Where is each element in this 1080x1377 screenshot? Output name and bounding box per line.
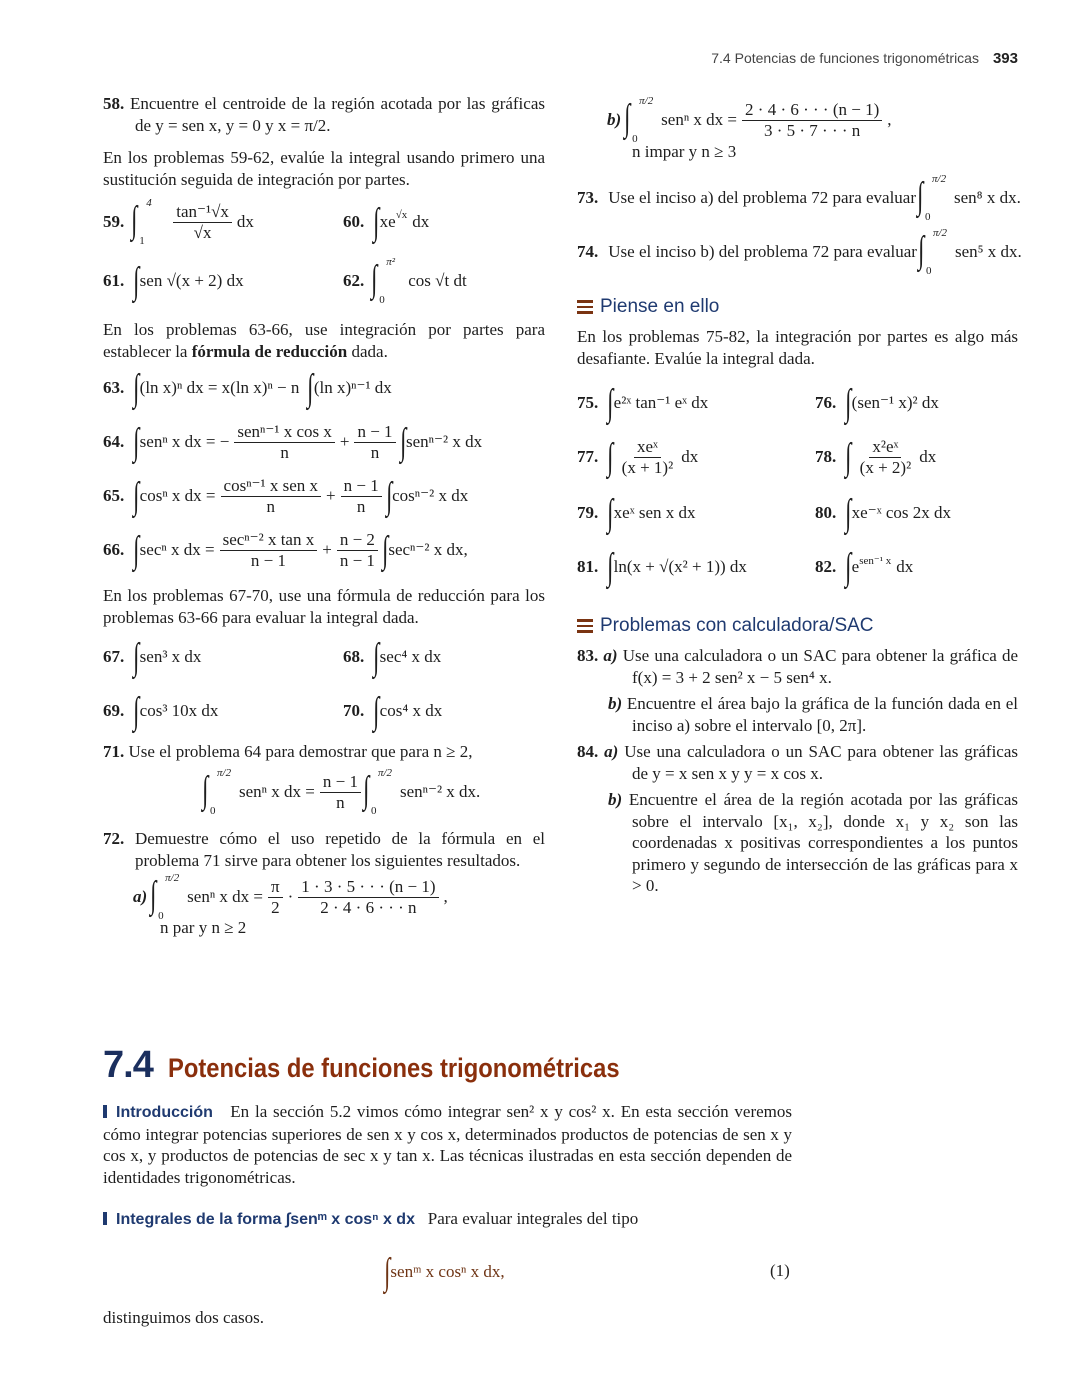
problem-65: 65. ∫ cosⁿ x dx = $\frac{\text{cosⁿ⁻¹ x sen x}}{n}$ + $\frac{n - 1}{n}$ ∫ cosⁿ⁻² x dx (103, 475, 469, 517)
running-header (711, 50, 1018, 67)
problem-number: 62. (343, 271, 365, 290)
problem-60: 60. ∫ xe √x dx (343, 201, 430, 243)
problem-number: 65. (103, 486, 125, 505)
closing-text: distinguimos dos casos. (103, 1308, 265, 1327)
problem-68: 68. ∫ sec⁴ x dx (343, 636, 442, 678)
problem-72a: a) ∫ π/2 0 senⁿ x dx = $\frac{\pi}{2}$ · $\frac{1 \cdot 3 \cdot 5 \cdot \cdot \cdot (n - 1)}{2 \cdot 4 \cdot 6 \cdot \cdot \cdot n}$ , (133, 872, 448, 922)
problem-number: 68. (343, 647, 365, 666)
problem-61: 61. ∫ sen √(x + 2) dx (103, 260, 244, 302)
problem-59: 59. ∫ 4 1 $\frac{\text{tan⁻¹√x}}{√x}$ dx (103, 197, 254, 247)
problem-79: 79. ∫ xeˣ sen x dx (577, 492, 696, 534)
problem-71: 71. Use el problema 64 para demostrar que para n ≥ 2, (103, 742, 473, 761)
definite-integral: ∫ 4 1 (131, 197, 152, 247)
problem-71-formula: ∫ π/2 0 senⁿ x dx = $\frac{n - 1}{n}$ ∫ π/2 0 senⁿ⁻² x dx. (202, 767, 481, 817)
problem-70: 70. ∫ cos⁴ x dx (343, 690, 443, 732)
problem-64: 64. ∫ senⁿ x dx = − $\frac{\text{senⁿ⁻¹ x cos x}}{n}$ + $\frac{n - 1}{n}$ ∫ senⁿ⁻² x dx (103, 421, 483, 463)
problem-58 (103, 93, 545, 136)
intro-63-66: En los problemas 63-66, use integración por partes para establecer la fórmula de reducción dada. (103, 320, 545, 361)
intro-75-82: En los problemas 75-82, la integración por partes es algo más desafiante. Evalúe la integral dada. (577, 327, 1018, 368)
problem-84: 84. a) Use una calculadora o un SAC para obtener las gráficas de y = x sen x y y = x cos x. b) Encuentre el área de la región acotada por las gráficas sobre el intervalo [x₁, x₂], donde x₁ y x₂ son las coordenadas x positivas correspondientes a los puntos primero y segundo de intersección de las gráficas para x > 0. (577, 742, 1019, 895)
equation-number: (1) (770, 1261, 790, 1280)
problem-76: 76. ∫ (sen⁻¹ x)² dx (815, 382, 939, 424)
problem-number: 60. (343, 212, 365, 231)
problem-number: 66. (103, 540, 125, 559)
problem-75: 75. ∫ e²ˣ tan⁻¹ eˣ dx (577, 382, 709, 424)
problem-number: 59. (103, 212, 125, 231)
problem-text: Encuentre el centroide de la región acotada por las gráficas de y = sen x, y = 0 y x = π/2. (129, 94, 545, 135)
problem-number: 69. (103, 701, 125, 720)
problem-77: 77. ∫ $\frac{\text{xeˣ}}{\text{(x + 1)²}}$ dx (577, 436, 699, 478)
page-number: 393 (992, 50, 1018, 67)
problem-number: 70. (343, 701, 365, 720)
problem-72a-condition: n par y n ≥ 2 (160, 918, 247, 937)
subsection-integrales: Integrales de la forma ∫senᵐ x cosⁿ x dx Para evaluar integrales del tipo (103, 1209, 638, 1229)
problem-82: 82. ∫ e sen⁻¹ x dx (815, 546, 914, 588)
problem-69: 69. ∫ cos³ 10x dx (103, 690, 219, 732)
intro-67-70: En los problemas 67-70, use una fórmula de reducción para los problemas 63-66 para evaluar la integral dada. (103, 586, 545, 627)
problem-80: 80. ∫ xe⁻ˣ cos 2x dx (815, 492, 952, 534)
problem-number: 61. (103, 271, 125, 290)
fraction: $\frac{\text{tan⁻¹√x}}{√x}$ (173, 202, 232, 243)
problem-78: 78. ∫ $\frac{\text{x²eˣ}}{\text{(x + 2)²}}$ dx (815, 436, 937, 478)
problem-number: 63. (103, 378, 125, 397)
header-section: 7.4 Potencias de funciones trigonométricas (711, 50, 979, 66)
problem-63: 63. ∫ (ln x)ⁿ dx = x(ln x)ⁿ − n ∫ (ln x)ⁿ⁻¹ dx (103, 367, 392, 409)
intro-59-62: En los problemas 59-62, evalúe la integral usando primero una sustitución seguida de integración por partes. (103, 148, 545, 189)
section-title: Potencias de funciones trigonométricas (168, 1053, 620, 1083)
problem-number: 64. (103, 432, 125, 451)
problem-number: 58. (103, 94, 125, 113)
list-icon (577, 300, 593, 314)
section-intro: Introducción En la sección 5.2 vimos cómo integrar sen² x y cos² x. En esta sección veremos cómo integrar potencias superiores de sen x y cos x, determinados productos de potencias de sen x y cos x, y productos de potencias de sec x y tan x. Las técnicas ilustradas en esta sección dependen de identidades trigonométricas. (103, 1102, 793, 1187)
problem-83: 83. a) Use una calculadora o un SAC para obtener la gráfica de f(x) = 3 + 2 sen² x − 5 sen⁴ x. b) Encuentre el área bajo la gráfica de la función dada en el inciso a) sobre el intervalo [0, 2π]. (577, 646, 1019, 735)
problem-72: 72. Demuestre cómo el uso repetido de la fórmula en el problema 71 sirve para obtener los siguientes resultados. (103, 829, 545, 870)
section-number: 7.4 (103, 1044, 153, 1086)
problem-67: 67. ∫ sen³ x dx (103, 636, 202, 678)
problem-72b-condition: n impar y n ≥ 3 (632, 142, 737, 161)
equation-1: ∫ senᵐ x cosⁿ x dx, (384, 1251, 505, 1293)
problem-72b: b) ∫ π/2 0 senⁿ x dx = $\frac{2 \cdot 4 \cdot 6 \cdot \cdot \cdot (n - 1)}{3 \cdot 5 \cdot 7 \cdot \cdot \cdot n}$ , (607, 95, 892, 145)
heading-calculadora-sac: Problemas con calculadora/SAC (577, 615, 874, 637)
problem-62: 62. ∫ π² 0 cos √t dt (343, 256, 467, 306)
problem-74: 74. Use el inciso b) del problema 72 para evaluar ∫ π/2 0 sen⁵ x dx. (577, 227, 1022, 277)
problem-number: 67. (103, 647, 125, 666)
heading-piense-en-ello: Piense en ello (577, 296, 719, 318)
bullet-marker (103, 1105, 107, 1118)
problem-66: 66. ∫ secⁿ x dx = $\frac{\text{secⁿ⁻² x tan x}}{n - 1}$ + $\frac{n - 2}{n - 1}$ ∫ secⁿ⁻² x dx, (103, 529, 468, 571)
bullet-marker (103, 1212, 107, 1225)
problem-81: 81. ∫ ln(x + √(x² + 1)) dx (577, 546, 747, 588)
list-icon (577, 619, 593, 633)
problem-73: 73. Use el inciso a) del problema 72 para evaluar ∫ π/2 0 sen⁸ x dx. (577, 173, 1021, 223)
